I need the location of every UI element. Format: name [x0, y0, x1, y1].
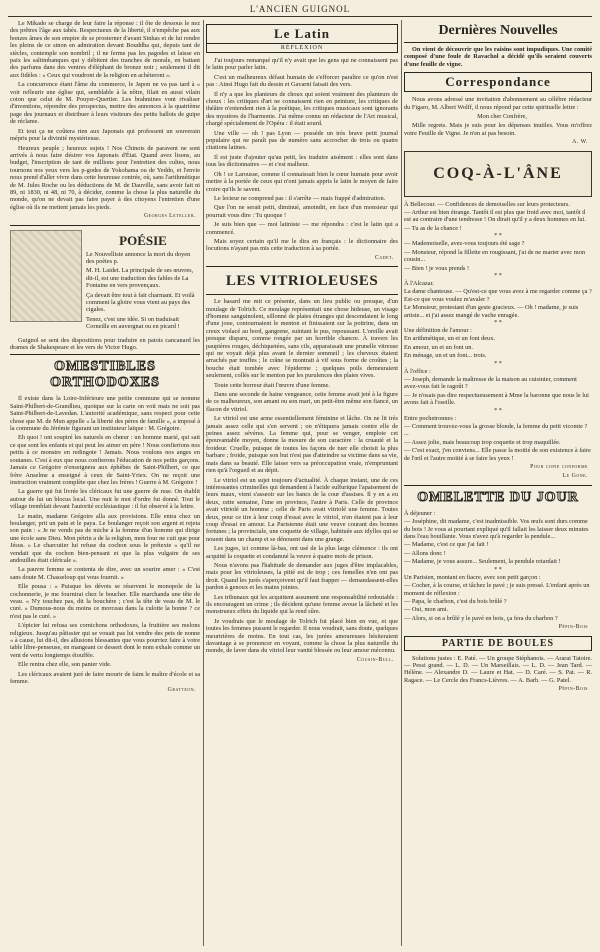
column-3 [404, 20, 592, 946]
correspondance-title: Correspondance [445, 74, 551, 90]
coq-line: À Bellecour. — Confidences de demoiselles sur leurs protecteurs. [404, 200, 570, 208]
poesie-illustration [10, 230, 82, 322]
omestibles-paragraph: La guerre qui fut livrée les cléricaux fut une guerre de ruse. On établit autour de lui un blocus local. Une nuit le mot d'ordre fut donné. Tout le village tremblait devant l'autorité ecclésiastique : il fut observé à la lettre. [10, 488, 200, 511]
divider [206, 266, 398, 267]
omestibles-paragraph: Elle rentra chez elle, son panier vide. [18, 661, 112, 669]
correspondance-header [404, 72, 592, 92]
coq-line: — Monsieur, répond la fillette en rougissant, j'ai de ne marier avec mon cousin... [404, 248, 585, 264]
vitrioleuses-paragraph: Le vitriol est une arme essentiellement féminine et lâche. On ne lit très jamais assez celle qui s'en servent ; on n'étiquera jamais contre elle de peines assez sévères. La femme qui, pour se venger, emploie cet épouvantable moyen, donne la mesure de son caractère : la cruauté et la froideur. Cruelle, puisque de toutes les façons de tuer elle choisit la plus barbare ; froide, puisque son but n'est pas d'atteindre sa victime dans sa vie, mais dans sa beauté. Elle laisse vers sa préoccupation vraie, n'empruntant rien qu'à l'orgueil et au dépit. [206, 415, 398, 475]
omelette-line: — Oui, mon ami. [404, 606, 449, 614]
separator-stars: * * [494, 566, 502, 573]
poesie-line: Guignol se sent des dispositions pour traduire en patois cancanard les drames de Shakespeare et les vers de Victor Hugo. [10, 336, 200, 352]
poesie-section [10, 230, 200, 333]
boules-title: PARTIE DE BOULES [441, 637, 555, 649]
omelette-line: À déjeuner : [404, 509, 436, 517]
omelette-line: — Madame, je vous assure... Seulement, la pendule retardait ! [404, 558, 561, 566]
poesie-line: Tenez, c'est une idée. Si on traduisait Corneille en auvergnat ou en picard ! [86, 315, 180, 331]
separator-stars: * * [494, 272, 502, 279]
column-rule-2 [401, 20, 402, 946]
coq-line: Une définition de l'amour : [404, 326, 472, 334]
poesie-text [86, 230, 200, 333]
separator-stars: * * [494, 319, 502, 326]
latin-paragraph: Il n'y a que les planteurs de choux qui soient vraiment des planteurs de choux : les critiques d'art ne connaissent rien en peinture, les critiques de théâtre n'entendent rien à la poétique, les critiques musicaux sont ignorants des mystères de l'harmonie. J'ai même connu un rédacteur de l'Art musical, chargé spécialement de l'Opéra : il était sourd. [206, 90, 398, 128]
divider [10, 354, 200, 355]
intro-signature: Georges Leteller. [143, 213, 196, 220]
boules-header [404, 636, 592, 651]
omelette-line: — Papa, le charbon, c'est du bois brûlé ? [404, 597, 507, 605]
coq-line: En arithmétique, un et un font deux. [404, 335, 495, 343]
latin-paragraph: Une ville — oh ! pas Lyon — possède un très brave petit journal populaire qui ne paraît pas de numéro sans accrocher de trois ou quatre citations latines. [206, 129, 398, 152]
coq-line: À l'Alcazar. [404, 279, 434, 287]
coq-line: — Comment trouvez-vous la grosse blonde, la femme du petit vicomte ? ... [404, 423, 588, 438]
omelette-line: — Allons donc ! [404, 549, 446, 557]
coq-a-l-ane-section [404, 201, 592, 481]
omelette-line: — Joséphine, dit madame, c'est inadmissible. Vos œufs sont durs comme du bois ! Je vous ai pourtant expliqué qu'il fallait les laisser deux minutes dans l'eau bouillante. Vous n'avez qu'à regarder la pendule... [404, 518, 589, 541]
omelette-line: — Alors, si on a brûlé y le pavé en bois, ça fera du charbon ? [404, 614, 558, 622]
column-2 [206, 20, 398, 946]
poesie-line: Ça devait être tout à fait charmant. Et voilà comment la gloire vous vient au pays des cigales. [86, 291, 195, 314]
omelette-line: Un Parisien, montant en fiacre, avec son petit garçon : [404, 573, 541, 581]
coq-line: À l'office : [404, 367, 431, 375]
latin-title: Le Latin [273, 26, 331, 41]
coq-signature: Le Gone. [562, 473, 588, 480]
divider [10, 225, 200, 226]
omestibles-paragraph: Eh quoi ! ont soupiré les naturels en chœur : un homme marié, qui sait ce que sont les enfants et qui peut les aimer en père ! Nous confierions nos petits à ce monstre en redingote ! Jamais. Nous voulons nos anges en soutanes. C'est à eux que nous confierons l'éducation de nos petits garçons. Jamais ce Grégoire n'enseignera aux éphèbes de Saint-Philbert, ce que frère Anselme a enseigné à ceux de Saint-Yriex. On ne reçoit une instruction vraiment complète que chez les frères ! Guerre à M. Grégoire ! [10, 434, 200, 486]
correspondance-signature: A. W. [572, 139, 588, 146]
coq-line: — Joseph, demande la maîtresse de la maison au cuisinier, comment avez-vous fait le ragoût ? [404, 375, 577, 391]
nouvelles-title: Dernières Nouvelles [438, 23, 558, 38]
poesie-line: Le Nouvelliste annonce la mort du doyen des poètes p. [86, 250, 191, 265]
omestibles-title: OMESTIBLES ORTHODOXES [50, 359, 160, 391]
divider [404, 485, 592, 486]
vitrioleuses-paragraph: Dans une seconde de haine vengeance, cette femme avait jeté à la figure de ce malheureux, son amant ou son mari, un petit-être même son fiancé, un flacon de vitriol. [206, 391, 398, 413]
omestibles-paragraph: Elle pousa : « Puisque les dévots se réservent le monopole de la cochonnerie, je me fournirai chez le boucher. Elle marchanda une tête de veau. « N'y touchez pas, dit la bouchère ; c'est la tête de veau de M. le curé. » Dumous-nous du moins ce morceau dans la culotte la bonne ? ce n'est pas le curé. » [10, 583, 200, 620]
column-1 [10, 20, 200, 946]
omestibles-signature: Gratteon. [167, 687, 196, 694]
latin-signature: Cadet. [375, 254, 394, 261]
omelette-line: — Cocher, à la course, et tâchez le pavé ; je suis pressé. L'enfant après un moment de réflexion : [404, 582, 590, 597]
latin-paragraph: Mais soyez certain qu'il me le dira en français : le dictionnaire des locutions n'ayant pas mis cette traduction à sa portée. [206, 237, 398, 253]
omestibles-paragraph: Le matin, madame Grégoire alla aux provisions. Elle entra chez un boulanger, prit un pain et le paya. Le boulanger reçoit son argent et rejeta son pain : « Je ne vends pas de miche à la femme d'un homme qui dirige une école sans Dieu. Mon pétrin a de la religion, mon four ne cuit que pour Jésus. » Le charcutier lui refuse du cochon sous le prétexte « qu'il ne vendait que du cochon bien-pensant et que la plus vulgaire de ses andouilles était cléricale ». [10, 512, 200, 564]
poesie-title: POÉSIE [119, 232, 167, 248]
omestibles-article [10, 395, 200, 694]
correspondance-paragraph: Mille regrets. Mais je suis pour les dépenses inutiles. Vous m'offrez votre Feuille de Vigne. Je n'en ai pas besoin. [404, 122, 592, 137]
intro-paragraph: Et tout ça ne coûtera rien aux Japonais qui professent un souverain mépris pour la divinité mystérieuse. [10, 127, 200, 143]
coq-line: — C'est exact, j'en conviens... Elle passe la moitié de son existence à faire de l'œil et l'autre moitié à se faire les yeux ! [404, 447, 591, 462]
correspondance-paragraph: Mon cher Confrère, [477, 113, 527, 121]
separator-stars: * * [494, 233, 502, 240]
intro-paragraph: La concurrence étant l'âme du commerce, le Japon ne va pas tard à « voir refleurir une église qui, semblable à la nôtre, filait en aussi vilain coton que celui de M. Pouyer-Quertier. Les brahmines vont rivaliser d'inventions, répondre des prospectus, mettre des annonces à la quatrième page des journaux et distribuer à leurs visiteurs des petits ballots de guipe de réclame. [10, 81, 200, 126]
coq-line: En ménage, un et un font... trois. [404, 352, 487, 360]
latin-paragraph: Oh ! ce Larousse, comme il connaissait bien le cœur humain pour avoir mettre à la portée de ceux qui n'ont jamais appris le latin le moyen de faire croire qu'ils le savent. [206, 170, 398, 193]
vitrioleuses-paragraph: Nous n'avons pas l'habitude de demander aux juges d'être implacables, mais pour les vitrioleuses, la pitié est de trop ; ces femelles n'en ont pas droit. Quand les jurés s'aperçoivent qu'il faut frapper — demandassent-elles pardon à genoux et les mains jointes. [206, 561, 398, 592]
latin-subtitle: RÉFLEXION [207, 43, 397, 51]
coq-signature-note: Pour copie conforme [530, 464, 588, 471]
coq-line: En amour, un et un font un. [404, 343, 474, 351]
latin-paragraph: Que l'on ne serait petit, diminué, amoindri, en face d'un monsieur qui pourrait vous dire : Tu quoque ! [206, 204, 398, 219]
vitrioleuses-paragraph: Toute cette horreur était l'œuvre d'une femme. [214, 381, 330, 389]
latin-header [206, 24, 398, 53]
correspondance-paragraph: Nous avons adressé une invitation d'abonnement au célèbre rédacteur du Figaro, M. Albert Wolff, il nous répond par cette spirituelle lettre : [404, 96, 592, 111]
omestibles-paragraph: La pauvre femme se contenta de dire, avec un sourire amer : « C'est sans doute M. Chasseloup qui vous fournit. » [10, 566, 200, 581]
omelette-line: — Madame, c'est ce que j'ai fait ! [404, 541, 489, 549]
latin-paragraph: Il est juste d'ajouter qu'au petit, les traduire aisément : elles sont dans tous les dictionnaires — et c'est malheur. [206, 153, 398, 169]
divider [206, 294, 398, 295]
coq-line: La dame chanteuse. — Qu'est-ce que vous avez à me regarder comme ça ? Est-ce que vous voulez m'avaler ? [404, 288, 592, 303]
vitrioleuses-paragraph: Je voudrais que le moulage de Tolrich fut placé bien en vue, et que toutes les femmes pussent le regarder. Il nous voudrait, sans doute, quelques meurtrières de moins. En tout cas, les jurées amoureuses hésiteraient davantage à se prononcer en voyant, comme la chose la plus naturelle du monde, de laver dans du vitriol leur vanité blessée ou leur amour méconnu. [206, 617, 398, 655]
coq-line: — Arthur est bien étrange. Tantôt il est plus que froid avec moi, tantôt il est au contraire d'une tendresse ! On dirait qu'il y a deux hommes en lui. [404, 209, 586, 224]
vitrioleuses-article [206, 298, 398, 664]
latin-paragraph: J'ai toujours remarqué qu'il n'y avait que les gens qui ne connaissent pas le latin pour parler latin. [206, 57, 398, 72]
coq-line: — Tu as de la chance ! [404, 224, 462, 232]
vitrioleuses-paragraph: Les tribunaux qui les acquittent assument une responsabilité redoutable : ils encouragent un crime ; ils décident qu'une femme avoue la lâcheté et les monstrueux effets du liquide qui la rend sûre. [206, 593, 398, 616]
omelette-title: OMELETTE DU JOUR [417, 489, 579, 505]
latin-paragraph: Le lecteur ne comprend pas : il s'arrête — mais frappé d'admiration. [214, 194, 386, 202]
poesie-line: M. H. Laidet. La principale de ses œuvres, dit-il, est une traduction des fables de La Fontaine en vers provençaux. [86, 267, 194, 290]
intro-paragraph: Le Mikado se charge de leur faire la réponse : il ôte de dessous le nez des prêtres l'âge aux tabès. Respectueux de la liberté, il n'empêche pas aux bonzes âmes de son empire de se prosterner d'avant Sinhas et de lui rendre les pleins de ce sinon en admiration devant Bouddha qui, depuis tant de siècles, contemple son nombril ; il ne ferme pas les pagodes et laisse en paix les saltimbanques qui y débitent des tranches de morale, en battant des parfums dans des ventres d'éléphant de bronze noir ; seulement il dit aux fidèles : « Ceux qui voudront de la religion en achèteront ». [10, 20, 200, 79]
running-header: L'ANCIEN GUIGNOL [249, 4, 351, 14]
nouvelles-text: On vient de découvrir que les raisins sont impudiques. Une comité composé d'une foule de Ravachol a décidé qu'ils seraient couverts d'une feuille de vigne. [404, 46, 592, 68]
latin-paragraph: Je suis bien que — moi latiniste — me répondra : c'est le latin qui a commencé. [206, 221, 398, 236]
coq-line: Entre pochetronnes : [404, 414, 457, 422]
coq-line: — Assez jolie, mais beaucoup trop coquette et trop maquillée. [404, 438, 561, 446]
intro-paragraph: Heureux peuple ; heureux sujets ! Nos Chinois de paravent ne sont arrivés à nous faire désirer vos Japonais d'État. Quand avez lisons, au budget, l'inscription de tant de millions pour l'entretien des cultes, nous tournons nos yeux vers les p-godes de Yokohama ou de Yeddo, et l'envie nous prend d'aller vivre dans cette heureuse contrée, où, sans l'arithmétique de M. Jules Roche ou les déductions de M. de Dauville, sans avoir fait ni 89, ni 1830, ni 48, ni 70, à décider, comme la chose la plus naturelle du monde, qu'on ne devait pas faire payer à des citoyens l'entretien d'une église où ils ne mettent jamais les pieds. [10, 144, 200, 211]
vitrioleuses-signature: Cousin-Bull. [356, 656, 394, 663]
intro-article [10, 20, 200, 221]
boules-text: Solutions justes : E. Paté. — Un groupe Stéphanois. — Ararat Tatoire. — Pessi grand. — L. D. — Un Marseillais. — L. D. — Jean Tard. — Hélène. — Alexandre D. — Laure et Hat. — D. Caré. — S. Pat. — R. Ragace. — Le Cercle des Francs-Lièvres. — A. Barb. — G. Patel. [404, 654, 592, 684]
coq-a-l-ane-banner: COQ-À-L'ÂNE [404, 151, 592, 197]
coq-line: — Bien ! je vous prends ! [404, 264, 470, 272]
coq-line: — Mademoiselle, avez-vous toujours été sage ? [404, 240, 525, 248]
omelette-signature: Pépin-Bois [558, 624, 588, 631]
omestibles-paragraph: Les cléricaux avaient juré de faire mourir de faim le maître d'école et sa femme. [10, 670, 200, 686]
vitrioleuses-paragraph: Le hasard me mit ce présente, dans un lieu public ou presque, d'un moulage de Tolrich. Ce moulage représentait une chose hideuse, un visage d'homme sanguinolent, sillonné de plaies étranges qui descendaient le long d'une joue, contournaient le menton et finissaient sur la poitrine, dans un creux violacé au bord, gangrene, suintant le pus, repoussant. L'oreille avait presque disparu, comme rongée par un horrible chancre. À travers les paupières rouges, déchiquetées, sans cils, apparaissait une prunelle vitreuse qui ne voyait déjà plus avant le dernier sommeil ; les cheveux étaient arrachés par touffes ; le crâne se montrait à vif sous forme de croûtes ; la bouche était tombée avec l'épiderme ; quelques poils demeuraient seulement, collés sur le menton par les purulences des plaies vives. [206, 298, 398, 380]
omelette-section [404, 510, 592, 632]
coq-line: Le Monsieur, protestant d'un geste gracieux. — Oh ! madame, je suis artiste... et j'ai assez mangé de vache enragée. [404, 304, 579, 319]
vitrioleuses-paragraph: Le vitriol est un sujet toujours d'actualité. À chaque instant, une de ces intéressantes criminelles qui demandent à l'acide sulfurique l'apaisement de leurs maux, vient s'asseoir sur les bancs de la cour d'assises. Il y en a eu deux, cette semaine, l'une en province, l'autre à Paris. Celle de province avait vitriolé un homme ; celle de Paris avait vitriolé une femme. Toutes deux, pour ce tire à leur coup d'essai avec le vitriol, n'en étaient pas à leur coup d'essai en amour. La Parisienne était une veuve courant des bonnes fortunes ; la provinciale, une coquette de village, habituée aux idylles qui se nouent dans un champ et se dénouent dans une grange. [206, 476, 398, 543]
column-rule-1 [203, 20, 204, 946]
divider [404, 42, 592, 43]
vitrioleuses-title: LES VITRIOLEUSES [225, 273, 379, 290]
omestibles-paragraph: L'épicier lui refusa ses cornichons orthodoxes, la fruitière ses melons religieux. Jusqu'au pâtissier qui se vouait pas lui vendre des pets de nonne « à cause, lui dit-il, des allusions blessantes que vous pourriez faire à votre table libre-penseuse, en mangeant ce dessert dont le nom exhale comme un vent de vertu longtemps étouffée. [10, 622, 200, 659]
latin-paragraph: C'est un malheureux défaut humain de s'efforcer paraître ce qu'on n'est pas : Ainsi Hugo fait du dessin et Gavarni faisait des vers. [206, 73, 398, 89]
separator-stars: * * [494, 360, 502, 367]
latin-article [206, 57, 398, 262]
separator-stars: * * [494, 407, 502, 414]
header-rule [8, 16, 592, 17]
omestibles-paragraph: Il existe dans la Loire-Inférieure une petite commune qui se nomme Saint-Philbert-de-Grandlieu, quoique sur la carte on voit mais ne soit pas Saint-Philbert-de-Lavedan. L'autorité académique, sans respect pour cette chose que M. de Mun appelle « la liberté des pères de famille », a imposé à la commune du Jérémie figurant un instituteur laïque : M. Grégoire. [10, 395, 200, 433]
boules-signature: Pépin-Bois [558, 686, 588, 693]
coq-line: — Je n'osais pas dire respectueusement à Mme la baronne que nous le lui avons fait à l'oseille. [404, 391, 589, 407]
vitrioleuses-paragraph: Les juges, ici comme là-bas, ont usé de la plus large clémence : ils ont acquitté la coquette et condamné la veuve à quatre mois de prison. [206, 545, 398, 560]
